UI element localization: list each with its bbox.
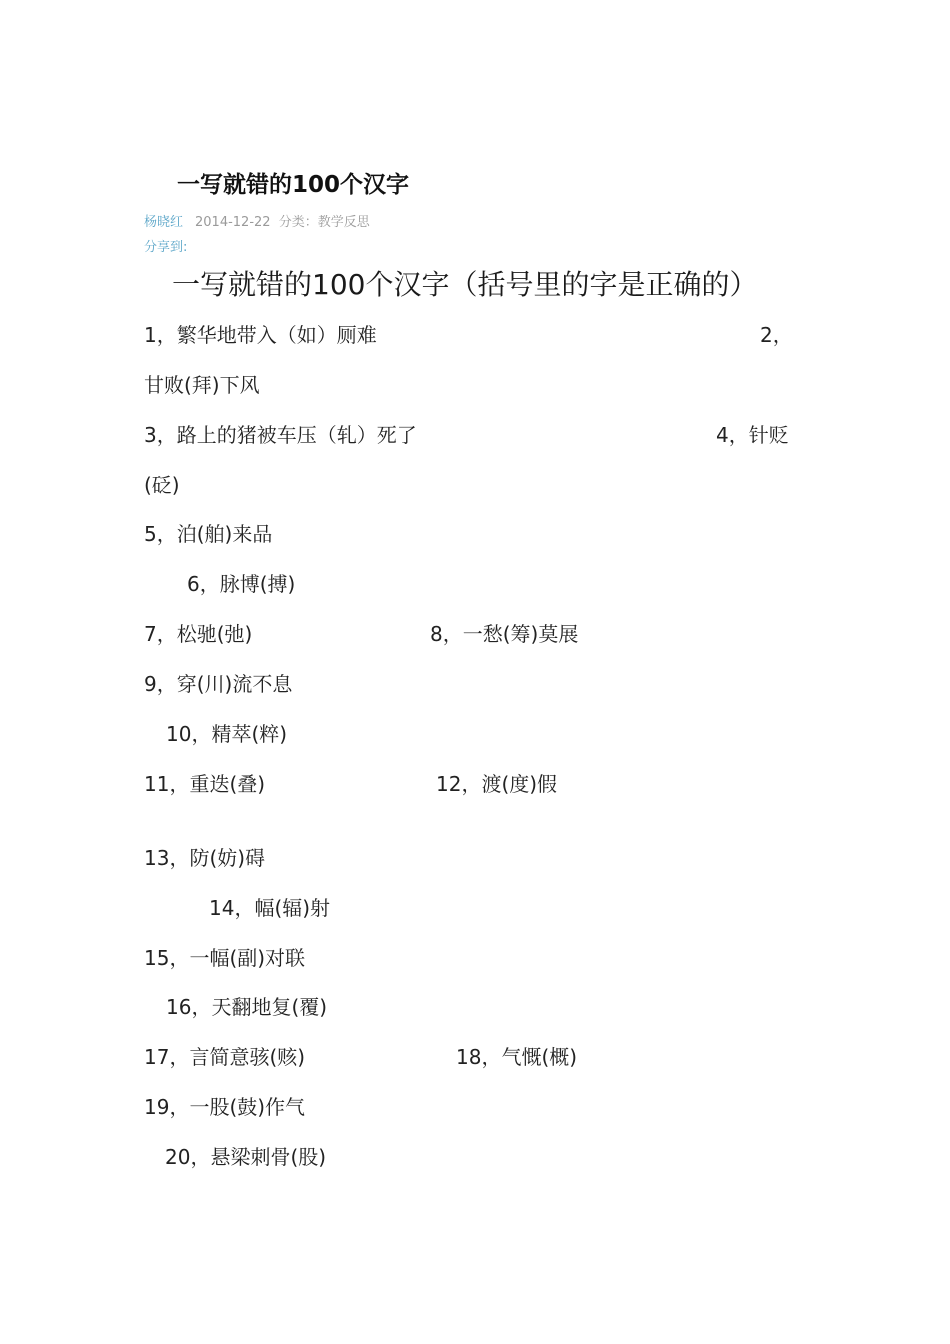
post-title: 一写就错的100个汉字	[177, 172, 410, 198]
item-17: 17，言简意骇(赅)	[144, 1045, 306, 1069]
item-2-number: 2，	[760, 323, 793, 347]
post-meta	[144, 211, 370, 230]
item-1: 1，繁华地带入（如）厕难	[144, 323, 377, 347]
item-8: 8，一愁(筹)莫展	[430, 622, 579, 646]
author-link[interactable]: 杨晓红	[144, 215, 184, 230]
item-5: 5，泊(舶)来品	[144, 522, 273, 546]
item-9: 9，穿(川)流不息	[144, 672, 293, 696]
item-19: 19，一股(鼓)作气	[144, 1095, 306, 1119]
post-date: 2014-12-22	[195, 215, 271, 230]
item-2: 甘败(拜)下风	[144, 373, 260, 397]
share-label: 分享到:	[144, 240, 188, 255]
item-14: 14，幅(辐)射	[209, 896, 331, 920]
item-13: 13，防(妨)碍	[144, 846, 266, 870]
post-category: 分类：教学反思	[278, 215, 370, 230]
item-20: 20，悬梁刺骨(股)	[165, 1145, 327, 1169]
item-10: 10，精萃(粹)	[166, 722, 288, 746]
item-18: 18，气慨(概)	[456, 1045, 578, 1069]
item-4-start: 4，针贬	[716, 423, 789, 447]
item-11: 11，重迭(叠)	[144, 772, 266, 796]
item-12: 12，渡(度)假	[436, 772, 558, 796]
item-15: 15，一幅(副)对联	[144, 946, 306, 970]
item-6: 6，脉博(搏)	[187, 572, 296, 596]
item-4-end: (砭)	[144, 473, 180, 497]
item-3: 3，路上的猪被车压（轧）死了	[144, 423, 417, 447]
article-heading: 一写就错的100个汉字（括号里的字是正确的）	[172, 268, 758, 301]
item-16: 16，天翻地复(覆)	[166, 995, 328, 1019]
item-7: 7，松驰(弛)	[144, 622, 253, 646]
